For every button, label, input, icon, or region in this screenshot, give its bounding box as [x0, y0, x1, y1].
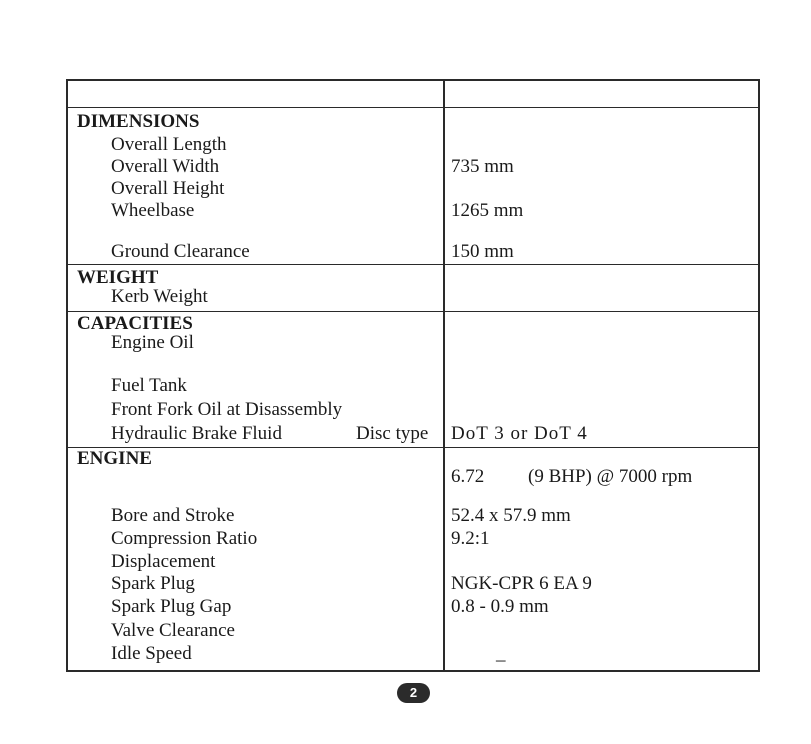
- spec-table: [66, 79, 760, 672]
- ground-clearance-label: Ground Clearance: [111, 241, 250, 262]
- section-heading-dimensions: DIMENSIONS: [77, 111, 200, 132]
- bore-stroke-label: Bore and Stroke: [111, 505, 235, 526]
- engine-oil-label: Engine Oil: [111, 332, 194, 353]
- section-heading-weight: WEIGHT: [77, 267, 159, 288]
- wheelbase-value: 1265 mm: [451, 200, 524, 221]
- spark-plug-value: NGK-CPR 6 EA 9: [451, 573, 592, 594]
- idle-speed-value: _: [496, 643, 506, 664]
- spark-plug-label: Spark Plug: [111, 573, 195, 594]
- column-divider: [443, 81, 445, 670]
- spark-plug-gap-label: Spark Plug Gap: [111, 596, 232, 617]
- brake-fluid-value: DoT 3 or DoT 4: [451, 423, 588, 444]
- brake-fluid-label: Hydraulic Brake Fluid: [111, 423, 282, 444]
- overall-width-label: Overall Width: [111, 156, 220, 177]
- page-number-badge: 2: [397, 683, 430, 703]
- ground-clearance-value: 150 mm: [451, 241, 514, 262]
- displacement-label: Displacement: [111, 551, 216, 572]
- compression-ratio-label: Compression Ratio: [111, 528, 258, 549]
- compression-ratio-value: 9.2:1: [451, 528, 490, 549]
- fuel-tank-label: Fuel Tank: [111, 375, 187, 396]
- section-divider-capacities: [68, 311, 758, 312]
- bore-stroke-value: 52.4 x 57.9 mm: [451, 505, 571, 526]
- section-heading-capacities: CAPACITIES: [77, 313, 193, 334]
- overall-width-value: 735 mm: [451, 156, 514, 177]
- power-kw-value: 6.72: [451, 466, 485, 487]
- wheelbase-label: Wheelbase: [111, 200, 195, 221]
- power-bhp-value: (9 BHP) @ 7000 rpm: [528, 466, 693, 487]
- section-divider-weight: [68, 264, 758, 265]
- header-row-divider: [68, 107, 758, 108]
- section-heading-engine: ENGINE: [77, 448, 152, 469]
- brake-fluid-sublabel: Disc type: [356, 423, 429, 444]
- overall-length-label: Overall Length: [111, 134, 227, 155]
- spark-plug-gap-value: 0.8 - 0.9 mm: [451, 596, 549, 617]
- overall-height-label: Overall Height: [111, 178, 225, 199]
- section-divider-engine: [68, 447, 758, 448]
- valve-clearance-label: Valve Clearance: [111, 620, 235, 641]
- front-fork-oil-label: Front Fork Oil at Disassembly: [111, 399, 343, 420]
- kerb-weight-label: Kerb Weight: [111, 286, 208, 307]
- idle-speed-label: Idle Speed: [111, 643, 192, 664]
